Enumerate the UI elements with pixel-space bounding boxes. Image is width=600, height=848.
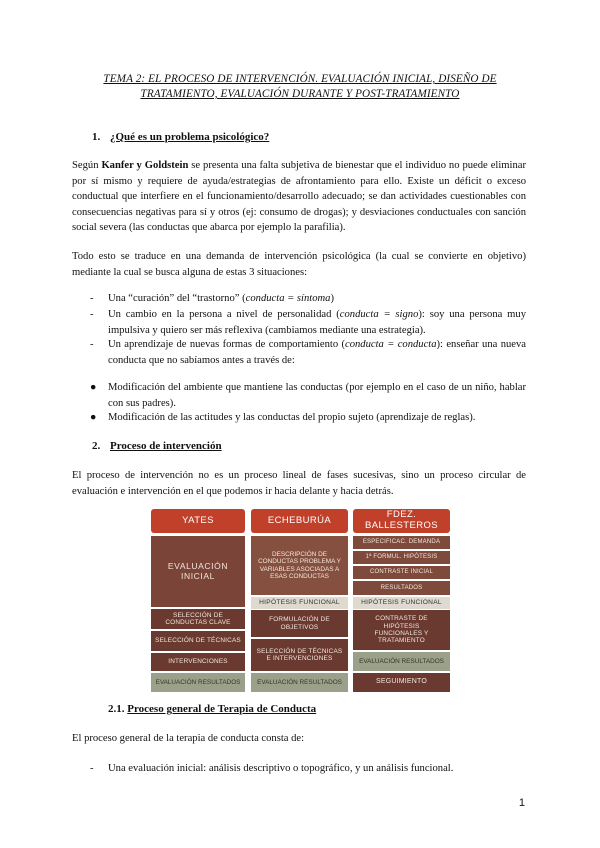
dash-list-item: - Una evaluación inicial: análisis descriptivo o topográfico, y un análisis funcional. — [90, 763, 454, 774]
ballesteros-especificac-demanda: ESPECIFICAC. DEMANDA — [353, 536, 450, 549]
section-title: Proceso general de Terapia de Conducta — [127, 703, 317, 715]
page-number: 1 — [518, 797, 525, 809]
ballesteros-evaluacion-resultados: EVALUACIÓN RESULTADOS — [353, 652, 450, 671]
header-ballesteros: FDEZ. BALLESTEROS — [353, 509, 450, 533]
bullet-list-item: ● Modificación del ambiente que mantiene las conductas (por ejemplo en el caso de un niño, hablar con sus padres). — [90, 382, 526, 409]
authors-name: Kanfer y Goldstein — [101, 160, 189, 171]
header-echeburua: ECHEBURÚA — [251, 509, 348, 533]
header-yates: YATES — [151, 509, 245, 533]
section-2-heading — [92, 440, 222, 452]
yates-seleccion-tecnicas: SELECCIÓN DE TÉCNICAS — [151, 631, 245, 651]
dash-list-item: - Un cambio en la persona a nivel de personalidad (conducta = signo): soy una persona muy impulsiva y quiero ser más reflexiva (cambiamos mediante una estrategia). — [90, 309, 526, 336]
paragraph-process: El proceso de intervención no es un proceso lineal de fases sucesivas, sino un proceso circular de evaluación e intervención en el que podemos ir hacia delante y hacia detrás. — [72, 470, 526, 497]
dash-list-item: - Una “curación” del “trastorno” (conducta = síntoma) — [90, 293, 335, 304]
echeburua-formulacion-objetivos: FORMULACIÓN DE OBJETIVOS — [251, 610, 348, 637]
yates-intervenciones: INTERVENCIONES — [151, 653, 245, 671]
echeburua-seleccion-tecnicas: SELECCIÓN DE TÉCNICAS E INTERVENCIONES — [251, 639, 348, 671]
section-number: 1. — [92, 131, 101, 143]
yates-seleccion-conductas: SELECCIÓN DE CONDUCTAS CLAVE — [151, 609, 245, 629]
ballesteros-resultados: RESULTADOS — [353, 581, 450, 595]
section-title: ¿Qué es un problema psicológico? — [110, 131, 270, 143]
yates-evaluacion-inicial: EVALUACIÓN INICIAL — [151, 536, 245, 607]
section-number: 2.1. — [108, 703, 125, 715]
paragraph-general-process: El proceso general de la terapia de conducta consta de: — [72, 733, 305, 744]
ballesteros-contraste-hipotesis: CONTRASTE DE HIPÓTESIS FUNCIONALES Y TRATAMIENTO — [353, 610, 450, 650]
ballesteros-formul-hipotesis: 1ª FORMUL. HIPÓTESIS — [353, 551, 450, 564]
ballesteros-seguimiento: SEGUIMIENTO — [353, 673, 450, 692]
paragraph-text: Según — [72, 160, 102, 171]
echeburua-descripcion: DESCRIPCIÓN DE CONDUCTAS PROBLEMA Y VARIABLES ASOCIADAS A ESAS CONDUCTAS — [251, 536, 348, 595]
paragraph-text: se presenta una falta subjetiva de bienestar que el individuo no puede eliminar por sí mismo y requiere de ayuda/estrategias de afrontamiento para ello. Existe un déficit o exceso conductual que interfiere en el funcionamiento/desarrollo adecuado; se dan actividades cuestionables con consecuencias negativas para sí y otros (ej: consumo de drogas); y desviaciones conductuales con sanción social severa (las conductas que abarca por ejemplo la parafilia). — [72, 160, 526, 233]
paragraph-definition — [72, 158, 526, 236]
echeburua-evaluacion-resultados: EVALUACIÓN RESULTADOS — [251, 673, 348, 692]
yates-evaluacion-resultados: EVALUACIÓN RESULTADOS — [151, 673, 245, 692]
section-2-1-heading — [108, 703, 316, 715]
ballesteros-hipotesis-funcional: HIPÓTESIS FUNCIONAL — [353, 597, 450, 609]
document-title: TEMA 2: EL PROCESO DE INTERVENCIÓN. EVALUACIÓN INICIAL, DISEÑO DE TRATAMIENTO, EVALUACIÓN DURANTE Y POST-TRATAMIENTO — [103, 73, 497, 100]
paragraph-demand: Todo esto se traduce en una demanda de intervención psicológica (la cual se convierte en objetivo) mediante la cual se busca alguna de estas 3 situaciones: — [72, 251, 526, 278]
dash-list-item: - Un aprendizaje de nuevas formas de comportamiento (conducta = conducta): enseñar una nueva conducta que no sabíamos antes a través de: — [90, 339, 526, 366]
echeburua-hipotesis-funcional: HIPÓTESIS FUNCIONAL — [251, 597, 348, 609]
bullet-list-item: ● Modificación de las actitudes y las conductas del propio sujeto (aprendizaje de reglas). — [90, 412, 476, 423]
section-title: Proceso de intervención — [110, 440, 222, 452]
ballesteros-contraste-inicial: CONTRASTE INICIAL — [353, 566, 450, 579]
section-1-heading — [92, 131, 269, 143]
section-number: 2. — [92, 440, 101, 452]
